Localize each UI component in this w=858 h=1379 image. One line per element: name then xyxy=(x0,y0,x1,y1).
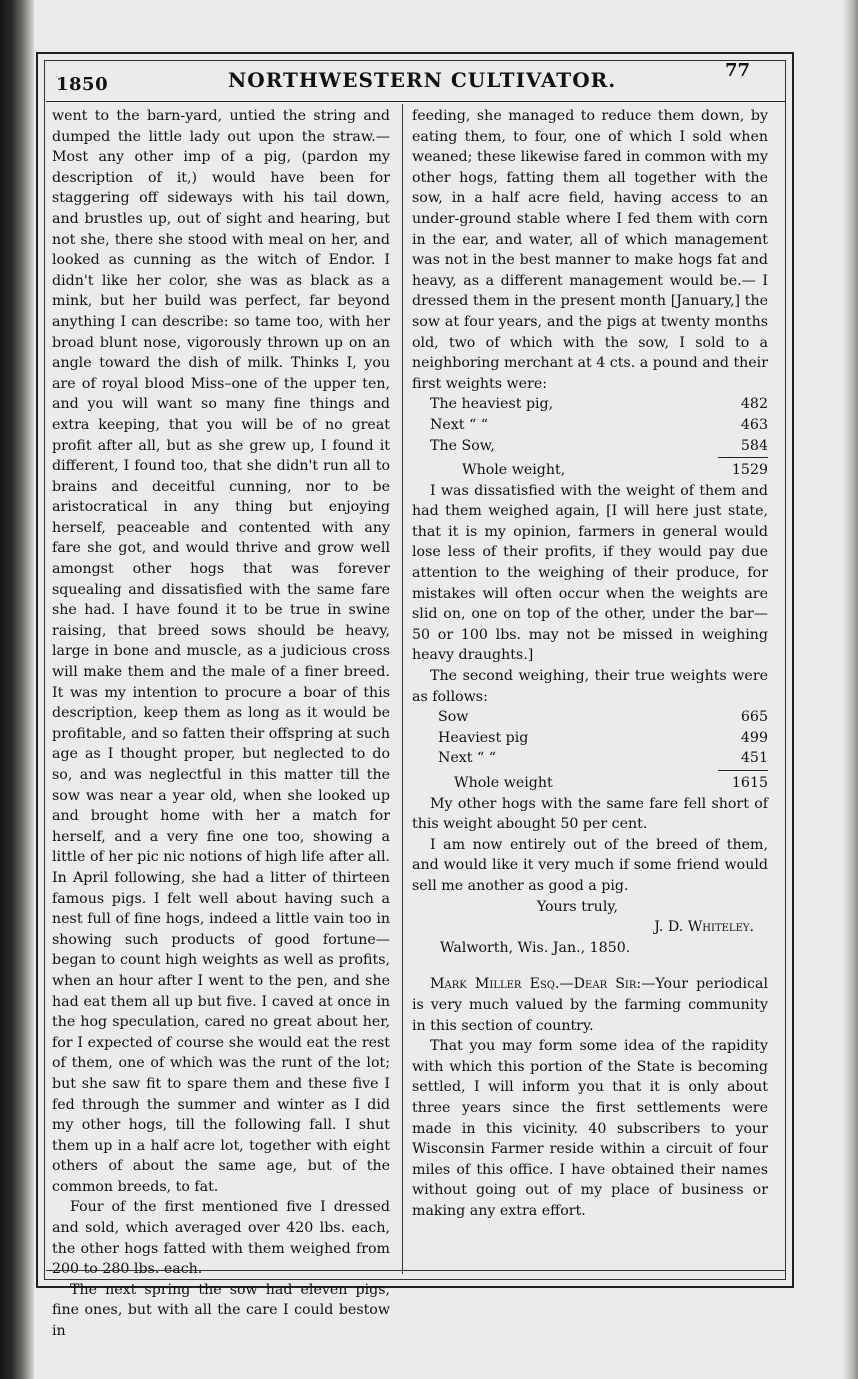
right-paragraph-4: My other hogs with the same fare fell short of this weight abought 50 per cent. xyxy=(412,795,768,833)
letter-signature: J. D. Whiteley. xyxy=(654,919,754,936)
header-rule xyxy=(46,101,786,102)
left-column xyxy=(52,106,390,1342)
weight-row xyxy=(412,748,768,769)
first-weights-table xyxy=(412,394,768,480)
column-divider xyxy=(402,104,403,1274)
right-paragraph-5: I am now entirely out of the breed of them, and would like it very much if some friend would sell me another as good a pig. xyxy=(412,836,768,894)
letter2-paragraph-1 xyxy=(412,974,768,1036)
total-label: Whole weight, xyxy=(462,462,566,479)
weight-row xyxy=(412,707,768,728)
weight-total-row xyxy=(412,773,768,794)
left-paragraph-1: went to the barn-yard, untied the string and dumped the little lady out upon the straw.— Most any other imp of a pig, (pardon my description of it,) would have been for staggering off sideways with his tail down, and brustles up, out of sight and hearing, but not she, there she stood with meal on her, and looked as cunning as the witch of Endor. I didn't like her color, she was as black as a mink, but her build was perfect, far beyond anything I can describe: so tame too, with her broad blunt nose, vigorously thrown up on an angle toward the dish of milk. Thinks I, you are of royal blood Miss–one of the upper ten, and you will want so many fine things and extra keeping, that you will be of no great profit after all, but as she grew up, I found it different, I found too, that she didn't run all to brains and deceitful cunning, nor to be aristocratical in any thing but enjoying herself, peaceable and contented with any fare she got, and would thrive and grow well amongst other hogs that was forever squealing and dissatisfied with the same fare she had. I have found it to be true in swine raising, that breed sows should be heavy, large in bone and muscle, as a judicious cross will make them and the male of a finer breed. It was my intention to procure a boar of this description, keep them as long as it would be profitable, and so fatten their offspring at such age as I thought proper, but neglected to do so, and was neglectful in this matter till the sow was near a year old, when she looked up and brought home with her a match for herself, and a very fine one too, showing a little of her pic nic notions of high life after all. In April following, she had a litter of thirteen famous pigs. I felt well about having such a nest full of fine hogs, indeed a little vain too in showing such products of good fortune—began to count high weights as well as profits, when an hour after I went to the pen, and she had eat them all up but five. I caved at once in the hog speculation, cared no great about her, for I expected of course she would eat the rest of them, one of which was the runt of the lot; but she saw fit to spare them and these five I fed through the summer and winter as I did my other hogs, till the following fall. I shut them up in a half acre lot, together with eight others of about the same age, but of the common breeds, to fat. xyxy=(52,108,391,1195)
bottom-rule xyxy=(46,1270,786,1271)
right-column xyxy=(412,106,768,1221)
weight-value: 584 xyxy=(740,437,768,454)
sum-rule xyxy=(718,770,768,771)
right-paragraph-1: feeding, she managed to reduce them down, by eating them, to four, one of which I sold when weaned; these likewise fared in common with my other hogs, fatting them all together with the sow, in a half acre field, having access to an under-ground stable where I fed them with corn in the ear, and water, all of which management was not in the best manner to make hogs fat and heavy, as a different management would be.— I dressed them in the present month [January,] the sow at four years, and the pigs at twenty months old, two of which with the sow, I sold to a neighboring merchant at 4 cts. a pound and their first weights were: xyxy=(412,108,768,392)
wavy-rule-graphic xyxy=(412,966,768,968)
letter-dateline: Walworth, Wis. Jan., 1850. xyxy=(440,939,631,956)
weight-value: 482 xyxy=(740,396,768,413)
weight-label: Heaviest pig xyxy=(438,729,529,746)
weight-row xyxy=(412,728,768,749)
page-edge-shadow xyxy=(842,0,858,1379)
weight-label: Next “ “ xyxy=(430,416,489,433)
total-value: 1529 xyxy=(731,462,768,479)
right-paragraph-2: I was dissatisfied with the weight of them and had them weighed again, [I will here just state, that it is my opinion, farmers in general would lose less of their profits, if they would pay due attention to the weighing of their produce, for mistakes will often occur when the weights are slid on, one on top of the other, under the bar— 50 or 100 lbs. may not be missed in weighing heavy draughts.] xyxy=(412,482,768,664)
letter2-opening-text: —Your periodical is very much valued by the farming community in this section of country. xyxy=(412,976,768,1034)
letter-closing: Yours truly, xyxy=(536,898,618,915)
weight-label: The heaviest pig, xyxy=(430,396,554,413)
total-value: 1615 xyxy=(731,775,768,791)
header-year: 1850 xyxy=(56,74,109,95)
page-header xyxy=(56,62,756,102)
weight-value: 451 xyxy=(740,750,768,767)
weight-label: The Sow, xyxy=(430,437,495,454)
weight-value: 463 xyxy=(740,416,768,433)
page-binding-shadow xyxy=(0,0,34,1379)
weight-row xyxy=(412,394,768,415)
total-label: Whole weight xyxy=(454,775,553,791)
header-title: NORTHWESTERN CULTIVATOR. xyxy=(228,68,617,92)
header-page-number: 77 xyxy=(724,60,750,81)
weight-row xyxy=(412,415,768,436)
sum-rule xyxy=(718,457,768,458)
letter2-paragraph-2: That you may form some idea of the rapidity with which this portion of the State is becoming settled, I will inform you that it is only about three years since the first settlements were made in this vicinity. 40 subscribers to your Wisconsin Farmer reside within a circuit of four miles of this office. I have obtained their names without going out of my place of business or making any extra effort. xyxy=(412,1038,768,1219)
weight-value: 499 xyxy=(740,729,768,746)
right-paragraph-3: The second weighing, their true weights were as follows: xyxy=(412,668,768,705)
weight-row xyxy=(412,436,768,457)
left-paragraph-2: Four of the first mentioned five I dressed and sold, which averaged over 420 lbs. each, the other hogs fatted with them weighed from 200 to 280 lbs. each. xyxy=(52,1199,390,1278)
letter2-salutation: Mark Miller Esq.—Dear Sir: xyxy=(430,976,642,993)
weight-label: Next “ “ xyxy=(438,750,497,767)
left-paragraph-3: The next spring the sow had eleven pigs, fine ones, but with all the care I could bestow in xyxy=(52,1281,390,1340)
weight-value: 665 xyxy=(740,709,768,726)
weight-total-row xyxy=(412,460,768,481)
wavy-divider xyxy=(412,960,768,968)
weight-label: Sow xyxy=(438,709,469,726)
second-weights-table xyxy=(412,707,768,793)
